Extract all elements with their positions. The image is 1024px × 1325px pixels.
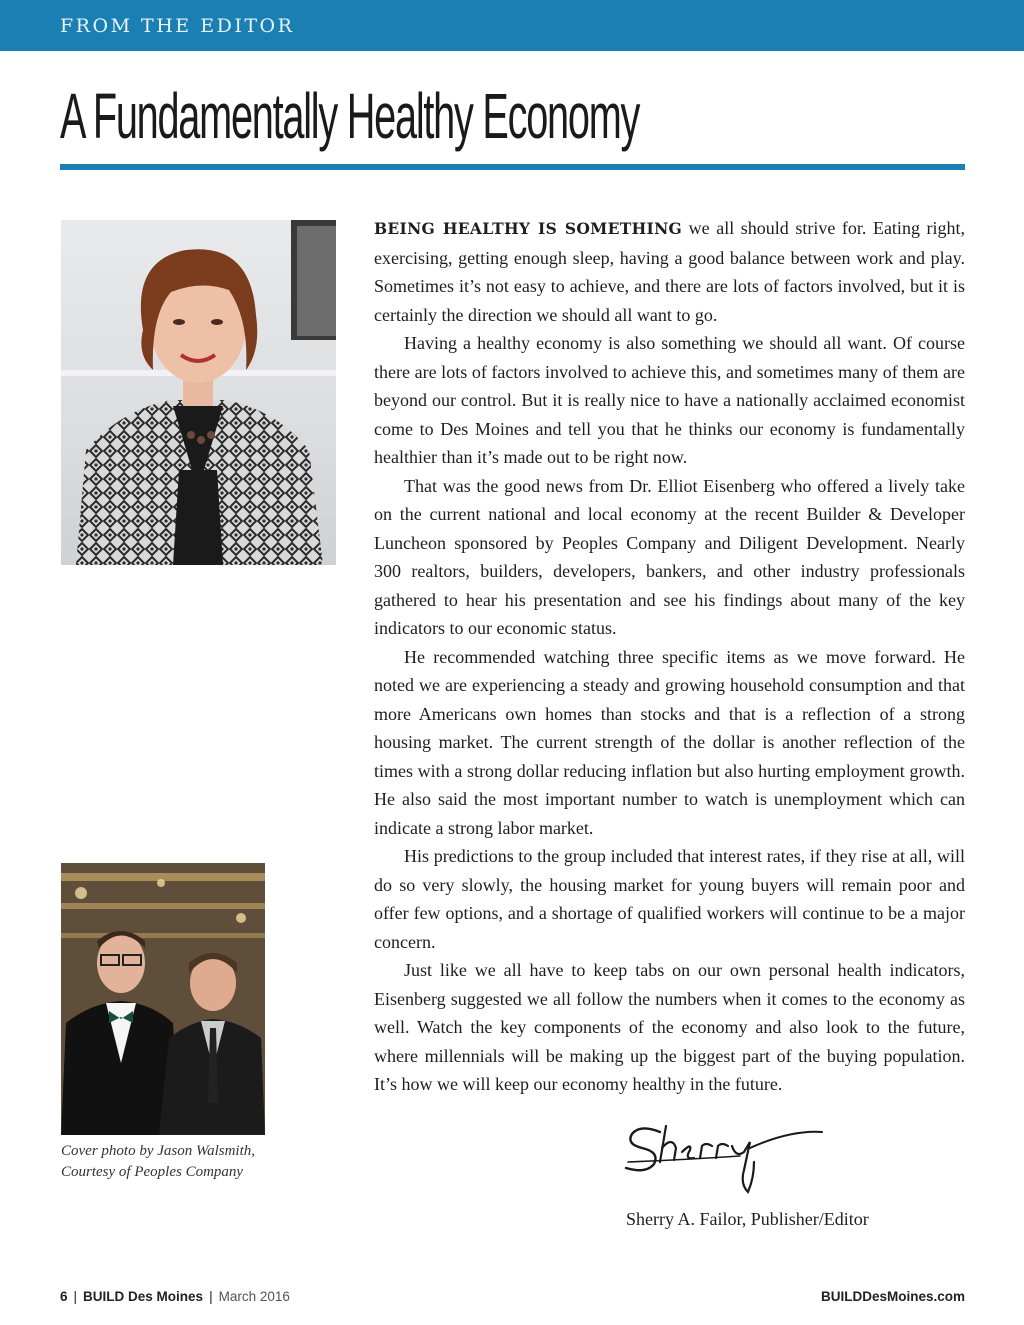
cover-photo-image [61, 863, 265, 1135]
signoff-name: Sherry A. Failor, Publisher/Editor [626, 1209, 869, 1229]
caption-line-1: Cover photo by Jason Walsmith, [61, 1143, 256, 1159]
article-paragraph-4: He recommended watching three specific items as we move forward. He noted we are experiencing a steady and growing household consumption and that more Americans own homes than stocks and that is a reflection of a strong housing market. The current strength of the dollar is another reflection of the times with a strong dollar reducing inflation but also hurting employment growth. He also said the most important number to watch is unemployment which can indicate a strong labor market. [374, 646, 965, 838]
editor-portrait-photo [61, 220, 336, 565]
website-link[interactable]: BUILDDesMoines.com [820, 1289, 965, 1304]
footer-separator-2: | [209, 1289, 213, 1304]
footer-separator-1: | [73, 1289, 78, 1304]
issue-date: March 2016 [218, 1289, 290, 1304]
article-paragraph-5: His predictions to the group included that interest rates, if they rise at all, will do so very slowly, the housing market for young buyers will remain poor and offer few options, and a shortage of qualified workers will continue to be a major concern. [374, 846, 965, 952]
article-paragraph-3: That was the good news from Dr. Elliot Eisenberg who offered a lively take on the current national and local economy at the recent Builder & Developer Luncheon sponsored by Peoples Company and Diligent Development. Nearly 300 realtors, builders, developers, bankers, and other industry professionals gathered to hear his presentation and see his findings about many of the key indicators to our economic status. [374, 475, 965, 638]
article-paragraph-1 [374, 214, 965, 329]
article-body [374, 214, 965, 1099]
paragraph-1-text: we all should strive for. Eating right, exercising, getting enough sleep, having a good balance between work and play. Sometimes it’s not easy to achieve, and there are lots of factors involved, but it is certainly the direction we should all want to go. [374, 218, 966, 325]
handwritten-signature [620, 1118, 830, 1198]
title-rule [60, 164, 965, 170]
page-number: 6 [60, 1289, 68, 1304]
editor-portrait-image [61, 220, 336, 565]
footer-left [60, 1289, 290, 1304]
publication-name: BUILD Des Moines [83, 1289, 204, 1304]
section-label: FROM THE EDITOR [60, 15, 295, 37]
page-title: A Fundamentally Healthy Economy [60, 80, 640, 152]
lead-in: BEING HEALTHY IS SOMETHING [374, 219, 683, 238]
article-paragraph-2: Having a healthy economy is also something we should all want. Of course there are lots of factors involved to achieve this, and sometimes many of them are beyond our control. But it is really nice to have a nationally acclaimed economist come to Des Moines and tell you that he thinks our economy is fundamentally healthier than it’s made out to be right now. [374, 333, 965, 467]
caption-line-2: Courtesy of Peoples Company [61, 1164, 244, 1180]
cover-photo [61, 863, 265, 1135]
page-footer [60, 1289, 965, 1307]
article-paragraph-6: Just like we all have to keep tabs on our own personal health indicators, Eisenberg suggested we all follow the numbers when it comes to the economy as well. Watch the key components of the economy and also look to the future, where millennials will be making up the biggest part of the buying population. It’s how we will keep our economy healthy in the future. [374, 960, 965, 1094]
photo-caption [61, 1141, 301, 1183]
